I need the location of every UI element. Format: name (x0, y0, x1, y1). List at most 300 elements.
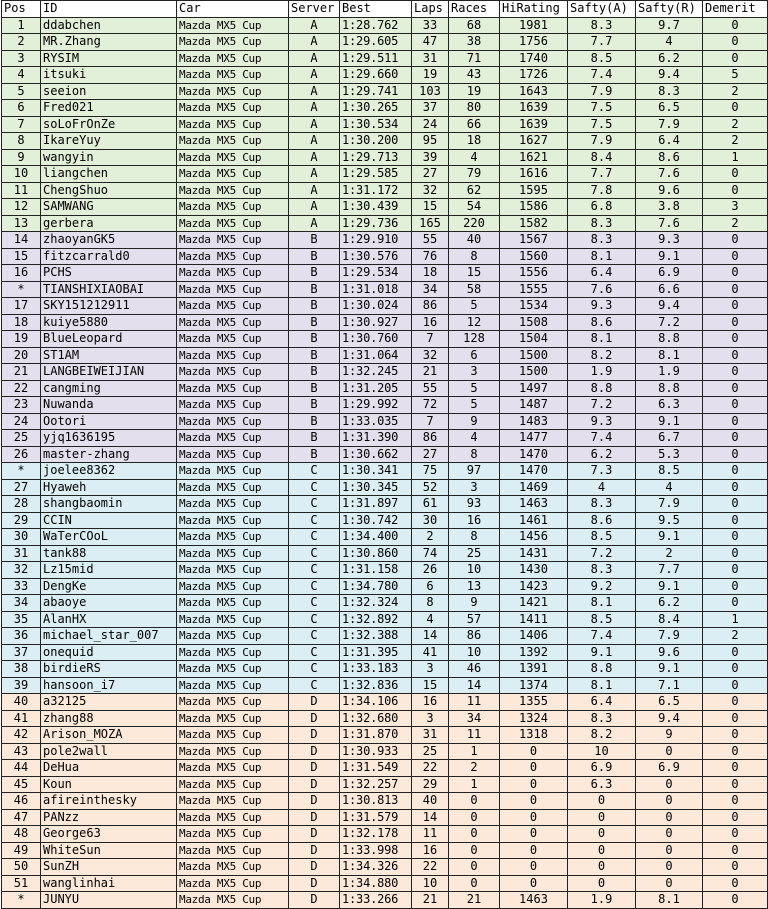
table-row[interactable] (2, 133, 768, 150)
safety-a-cell: 7.9 (568, 133, 636, 150)
best-lap-cell: 1:30.576 (340, 248, 412, 265)
table-row[interactable] (2, 727, 768, 744)
pos-cell: 39 (2, 677, 41, 694)
pos-cell: 16 (2, 265, 41, 282)
hirating-cell: 1411 (500, 611, 568, 628)
demerit-cell: 0 (703, 331, 768, 348)
table-row[interactable] (2, 50, 768, 67)
laps-cell: 11 (412, 826, 449, 843)
table-row[interactable] (2, 331, 768, 348)
races-cell: 40 (449, 232, 500, 249)
demerit-cell: 0 (703, 859, 768, 876)
pos-cell: 25 (2, 430, 41, 447)
driver-id-cell: itsuki (41, 67, 177, 84)
table-row[interactable] (2, 826, 768, 843)
hirating-cell: 1406 (500, 628, 568, 645)
col-header-car[interactable]: Car (177, 1, 289, 18)
table-row[interactable] (2, 545, 768, 562)
server-cell: D (289, 842, 340, 859)
safety-r-cell: 6.5 (636, 694, 703, 711)
server-cell: A (289, 166, 340, 183)
table-row[interactable] (2, 430, 768, 447)
safety-a-cell: 7.9 (568, 83, 636, 100)
table-row[interactable] (2, 413, 768, 430)
col-header-id[interactable]: ID (41, 1, 177, 18)
laps-cell: 34 (412, 281, 449, 298)
driver-id-cell: CCIN (41, 512, 177, 529)
header-row (2, 1, 768, 18)
best-lap-cell: 1:30.860 (340, 545, 412, 562)
hirating-cell: 1556 (500, 265, 568, 282)
races-cell: 54 (449, 199, 500, 216)
races-cell: 97 (449, 463, 500, 480)
server-cell: C (289, 479, 340, 496)
col-header-server[interactable]: Server (289, 1, 340, 18)
pos-cell: 41 (2, 710, 41, 727)
hirating-cell: 1740 (500, 50, 568, 67)
table-row[interactable] (2, 875, 768, 892)
table-row[interactable] (2, 298, 768, 315)
table-row[interactable] (2, 100, 768, 117)
car-cell: Mazda MX5 Cup (177, 116, 289, 133)
pos-cell: 13 (2, 215, 41, 232)
table-row[interactable] (2, 496, 768, 513)
safety-a-cell: 9.3 (568, 298, 636, 315)
table-row[interactable] (2, 694, 768, 711)
best-lap-cell: 1:33.266 (340, 892, 412, 909)
table-row[interactable] (2, 809, 768, 826)
car-cell: Mazda MX5 Cup (177, 826, 289, 843)
safety-r-cell: 0 (636, 842, 703, 859)
laps-cell: 52 (412, 479, 449, 496)
races-cell: 18 (449, 133, 500, 150)
laps-cell: 55 (412, 380, 449, 397)
table-row[interactable] (2, 512, 768, 529)
safety-a-cell: 1.9 (568, 892, 636, 909)
hirating-cell: 1567 (500, 232, 568, 249)
laps-cell: 32 (412, 182, 449, 199)
car-cell: Mazda MX5 Cup (177, 677, 289, 694)
races-cell: 3 (449, 479, 500, 496)
laps-cell: 72 (412, 397, 449, 414)
driver-id-cell: Fred021 (41, 100, 177, 117)
table-row[interactable] (2, 380, 768, 397)
races-cell: 220 (449, 215, 500, 232)
pos-cell: 46 (2, 793, 41, 810)
safety-r-cell: 9.1 (636, 661, 703, 678)
server-cell: B (289, 232, 340, 249)
driver-id-cell: afireinthesky (41, 793, 177, 810)
laps-cell: 165 (412, 215, 449, 232)
pos-cell: 23 (2, 397, 41, 414)
hirating-cell: 1504 (500, 331, 568, 348)
table-row[interactable] (2, 149, 768, 166)
pos-cell: 2 (2, 34, 41, 51)
car-cell: Mazda MX5 Cup (177, 809, 289, 826)
safety-r-cell: 8.1 (636, 892, 703, 909)
driver-id-cell: master-zhang (41, 446, 177, 463)
laps-cell: 86 (412, 298, 449, 315)
safety-a-cell: 0 (568, 859, 636, 876)
table-row[interactable] (2, 562, 768, 579)
server-cell: D (289, 793, 340, 810)
server-cell: B (289, 380, 340, 397)
table-row[interactable] (2, 595, 768, 612)
safety-a-cell: 8.1 (568, 677, 636, 694)
hirating-cell: 1469 (500, 479, 568, 496)
best-lap-cell: 1:30.345 (340, 479, 412, 496)
safety-r-cell: 9.5 (636, 512, 703, 529)
driver-id-cell: shangbaomin (41, 496, 177, 513)
col-header-demerit[interactable]: Demerit (703, 1, 768, 18)
laps-cell: 16 (412, 842, 449, 859)
driver-id-cell: michael_star_007 (41, 628, 177, 645)
safety-a-cell: 8.3 (568, 215, 636, 232)
safety-a-cell: 9.2 (568, 578, 636, 595)
driver-id-cell: LANGBEIWEIJIAN (41, 364, 177, 381)
best-lap-cell: 1:29.713 (340, 149, 412, 166)
hirating-cell: 1463 (500, 892, 568, 909)
car-cell: Mazda MX5 Cup (177, 83, 289, 100)
pos-cell: 27 (2, 479, 41, 496)
table-row[interactable] (2, 578, 768, 595)
safety-a-cell: 8.8 (568, 661, 636, 678)
demerit-cell: 2 (703, 215, 768, 232)
table-row[interactable] (2, 166, 768, 183)
server-cell: B (289, 413, 340, 430)
demerit-cell: 0 (703, 298, 768, 315)
laps-cell: 7 (412, 413, 449, 430)
hirating-cell: 1391 (500, 661, 568, 678)
laps-cell: 8 (412, 595, 449, 612)
laps-cell: 27 (412, 446, 449, 463)
pos-cell: * (2, 892, 41, 909)
server-cell: C (289, 644, 340, 661)
table-row[interactable] (2, 248, 768, 265)
best-lap-cell: 1:31.870 (340, 727, 412, 744)
races-cell: 9 (449, 413, 500, 430)
demerit-cell: 0 (703, 743, 768, 760)
hirating-cell: 1595 (500, 182, 568, 199)
demerit-cell: 0 (703, 826, 768, 843)
driver-id-cell: Ootori (41, 413, 177, 430)
safety-r-cell: 7.9 (636, 496, 703, 513)
safety-a-cell: 8.6 (568, 512, 636, 529)
driver-id-cell: birdieRS (41, 661, 177, 678)
driver-id-cell: SAMWANG (41, 199, 177, 216)
table-row[interactable] (2, 199, 768, 216)
laps-cell: 19 (412, 67, 449, 84)
driver-id-cell: pole2wall (41, 743, 177, 760)
table-row[interactable] (2, 67, 768, 84)
hirating-cell: 1639 (500, 100, 568, 117)
table-row[interactable] (2, 760, 768, 777)
table-row[interactable] (2, 364, 768, 381)
safety-r-cell: 9.1 (636, 413, 703, 430)
table-row[interactable] (2, 397, 768, 414)
driver-id-cell: hansoon_i7 (41, 677, 177, 694)
table-row[interactable] (2, 710, 768, 727)
safety-a-cell: 7.7 (568, 34, 636, 51)
table-row[interactable] (2, 529, 768, 546)
demerit-cell: 0 (703, 776, 768, 793)
demerit-cell: 0 (703, 529, 768, 546)
safety-a-cell: 8.1 (568, 248, 636, 265)
car-cell: Mazda MX5 Cup (177, 331, 289, 348)
driver-id-cell: DengKe (41, 578, 177, 595)
driver-id-cell: IkareYuy (41, 133, 177, 150)
car-cell: Mazda MX5 Cup (177, 17, 289, 34)
best-lap-cell: 1:34.400 (340, 529, 412, 546)
pos-cell: 33 (2, 578, 41, 595)
table-row[interactable] (2, 182, 768, 199)
safety-r-cell: 6.9 (636, 760, 703, 777)
laps-cell: 27 (412, 166, 449, 183)
best-lap-cell: 1:34.780 (340, 578, 412, 595)
hirating-cell: 1431 (500, 545, 568, 562)
server-cell: B (289, 397, 340, 414)
table-row[interactable] (2, 215, 768, 232)
races-cell: 5 (449, 298, 500, 315)
table-row[interactable] (2, 479, 768, 496)
col-header-hirating[interactable]: HiRating (500, 1, 568, 18)
best-lap-cell: 1:30.927 (340, 314, 412, 331)
safety-a-cell: 7.6 (568, 281, 636, 298)
hirating-cell: 1470 (500, 463, 568, 480)
col-header-laps[interactable]: Laps (412, 1, 449, 18)
demerit-cell: 2 (703, 133, 768, 150)
car-cell: Mazda MX5 Cup (177, 875, 289, 892)
pos-cell: 45 (2, 776, 41, 793)
col-header-pos[interactable]: Pos (2, 1, 41, 18)
demerit-cell: 0 (703, 232, 768, 249)
server-cell: C (289, 578, 340, 595)
races-cell: 58 (449, 281, 500, 298)
driver-id-cell: TIANSHIXIAOBAI (41, 281, 177, 298)
demerit-cell: 0 (703, 661, 768, 678)
pos-cell: 9 (2, 149, 41, 166)
pos-cell: 37 (2, 644, 41, 661)
col-header-safety-r[interactable]: Safty(R) (636, 1, 703, 18)
driver-id-cell: liangchen (41, 166, 177, 183)
table-row[interactable] (2, 463, 768, 480)
pos-cell: 18 (2, 314, 41, 331)
car-cell: Mazda MX5 Cup (177, 149, 289, 166)
driver-id-cell: WhiteSun (41, 842, 177, 859)
safety-r-cell: 8.1 (636, 347, 703, 364)
best-lap-cell: 1:34.106 (340, 694, 412, 711)
server-cell: D (289, 892, 340, 909)
best-lap-cell: 1:31.064 (340, 347, 412, 364)
demerit-cell: 0 (703, 545, 768, 562)
table-row[interactable] (2, 17, 768, 34)
pos-cell: 8 (2, 133, 41, 150)
table-row[interactable] (2, 83, 768, 100)
demerit-cell: 0 (703, 760, 768, 777)
pos-cell: 26 (2, 446, 41, 463)
driver-id-cell: wanglinhai (41, 875, 177, 892)
best-lap-cell: 1:29.605 (340, 34, 412, 51)
best-lap-cell: 1:29.736 (340, 215, 412, 232)
driver-id-cell: George63 (41, 826, 177, 843)
hirating-cell: 0 (500, 776, 568, 793)
col-header-best[interactable]: Best (340, 1, 412, 18)
hirating-cell: 1756 (500, 34, 568, 51)
table-row[interactable] (2, 281, 768, 298)
table-row[interactable] (2, 34, 768, 51)
car-cell: Mazda MX5 Cup (177, 727, 289, 744)
table-row[interactable] (2, 842, 768, 859)
safety-a-cell: 7.4 (568, 67, 636, 84)
hirating-cell: 1487 (500, 397, 568, 414)
safety-r-cell: 0 (636, 875, 703, 892)
safety-r-cell: 7.2 (636, 314, 703, 331)
table-row[interactable] (2, 661, 768, 678)
table-row[interactable] (2, 859, 768, 876)
hirating-cell: 0 (500, 859, 568, 876)
pos-cell: 31 (2, 545, 41, 562)
demerit-cell: 0 (703, 578, 768, 595)
hirating-cell: 1421 (500, 595, 568, 612)
demerit-cell: 2 (703, 628, 768, 645)
laps-cell: 7 (412, 331, 449, 348)
table-row[interactable] (2, 743, 768, 760)
safety-a-cell: 6.4 (568, 265, 636, 282)
table-row[interactable] (2, 446, 768, 463)
server-cell: D (289, 859, 340, 876)
laps-cell: 29 (412, 776, 449, 793)
laps-cell: 32 (412, 347, 449, 364)
best-lap-cell: 1:31.395 (340, 644, 412, 661)
car-cell: Mazda MX5 Cup (177, 215, 289, 232)
safety-a-cell: 8.4 (568, 149, 636, 166)
safety-r-cell: 6.6 (636, 281, 703, 298)
safety-a-cell: 8.3 (568, 232, 636, 249)
table-row[interactable] (2, 347, 768, 364)
car-cell: Mazda MX5 Cup (177, 545, 289, 562)
races-cell: 16 (449, 512, 500, 529)
races-cell: 10 (449, 562, 500, 579)
demerit-cell: 0 (703, 347, 768, 364)
driver-id-cell: yjq1636195 (41, 430, 177, 447)
demerit-cell: 0 (703, 875, 768, 892)
hirating-cell: 1318 (500, 727, 568, 744)
car-cell: Mazda MX5 Cup (177, 842, 289, 859)
car-cell: Mazda MX5 Cup (177, 380, 289, 397)
server-cell: B (289, 314, 340, 331)
driver-id-cell: Lz15mid (41, 562, 177, 579)
laps-cell: 2 (412, 529, 449, 546)
laps-cell: 3 (412, 710, 449, 727)
laps-cell: 61 (412, 496, 449, 513)
server-cell: C (289, 628, 340, 645)
safety-r-cell: 4 (636, 34, 703, 51)
best-lap-cell: 1:30.534 (340, 116, 412, 133)
table-row[interactable] (2, 116, 768, 133)
safety-r-cell: 0 (636, 793, 703, 810)
server-cell: C (289, 595, 340, 612)
safety-r-cell: 2 (636, 545, 703, 562)
safety-a-cell: 8.8 (568, 380, 636, 397)
driver-id-cell: zhang88 (41, 710, 177, 727)
safety-r-cell: 7.6 (636, 215, 703, 232)
car-cell: Mazda MX5 Cup (177, 710, 289, 727)
table-row[interactable] (2, 892, 768, 909)
pos-cell: 19 (2, 331, 41, 348)
hirating-cell: 1470 (500, 446, 568, 463)
pos-cell: 21 (2, 364, 41, 381)
best-lap-cell: 1:30.742 (340, 512, 412, 529)
hirating-cell: 1374 (500, 677, 568, 694)
safety-a-cell: 8.3 (568, 562, 636, 579)
server-cell: A (289, 50, 340, 67)
safety-r-cell: 7.6 (636, 166, 703, 183)
races-cell: 80 (449, 100, 500, 117)
driver-id-cell: tank88 (41, 545, 177, 562)
driver-id-cell: fitzcarrald0 (41, 248, 177, 265)
demerit-cell: 0 (703, 34, 768, 51)
table-row[interactable] (2, 793, 768, 810)
pos-cell: 12 (2, 199, 41, 216)
demerit-cell: 0 (703, 694, 768, 711)
server-cell: B (289, 347, 340, 364)
races-cell: 71 (449, 50, 500, 67)
demerit-cell: 0 (703, 413, 768, 430)
hirating-cell: 1586 (500, 199, 568, 216)
driver-id-cell: AlanHX (41, 611, 177, 628)
driver-id-cell: soLoFrOnZe (41, 116, 177, 133)
demerit-cell: 0 (703, 281, 768, 298)
pos-cell: 11 (2, 182, 41, 199)
hirating-cell: 0 (500, 875, 568, 892)
table-row[interactable] (2, 265, 768, 282)
table-row[interactable] (2, 628, 768, 645)
safety-r-cell: 7.1 (636, 677, 703, 694)
races-cell: 6 (449, 347, 500, 364)
table-row[interactable] (2, 314, 768, 331)
server-cell: C (289, 545, 340, 562)
car-cell: Mazda MX5 Cup (177, 776, 289, 793)
safety-r-cell: 6.5 (636, 100, 703, 117)
driver-id-cell: BlueLeopard (41, 331, 177, 348)
table-row[interactable] (2, 644, 768, 661)
server-cell: B (289, 265, 340, 282)
server-cell: C (289, 463, 340, 480)
safety-a-cell: 7.7 (568, 166, 636, 183)
car-cell: Mazda MX5 Cup (177, 281, 289, 298)
best-lap-cell: 1:30.662 (340, 446, 412, 463)
table-row[interactable] (2, 776, 768, 793)
col-header-safety-a[interactable]: Safty(A) (568, 1, 636, 18)
driver-id-cell: DeHua (41, 760, 177, 777)
safety-a-cell: 7.5 (568, 116, 636, 133)
laps-cell: 75 (412, 463, 449, 480)
server-cell: B (289, 446, 340, 463)
table-row[interactable] (2, 611, 768, 628)
car-cell: Mazda MX5 Cup (177, 397, 289, 414)
demerit-cell: 0 (703, 446, 768, 463)
col-header-races[interactable]: Races (449, 1, 500, 18)
safety-a-cell: 8.5 (568, 611, 636, 628)
driver-id-cell: kuiye5880 (41, 314, 177, 331)
server-cell: A (289, 116, 340, 133)
safety-r-cell: 7.9 (636, 628, 703, 645)
safety-a-cell: 8.1 (568, 331, 636, 348)
car-cell: Mazda MX5 Cup (177, 611, 289, 628)
table-row[interactable] (2, 232, 768, 249)
races-cell: 4 (449, 430, 500, 447)
table-row[interactable] (2, 677, 768, 694)
